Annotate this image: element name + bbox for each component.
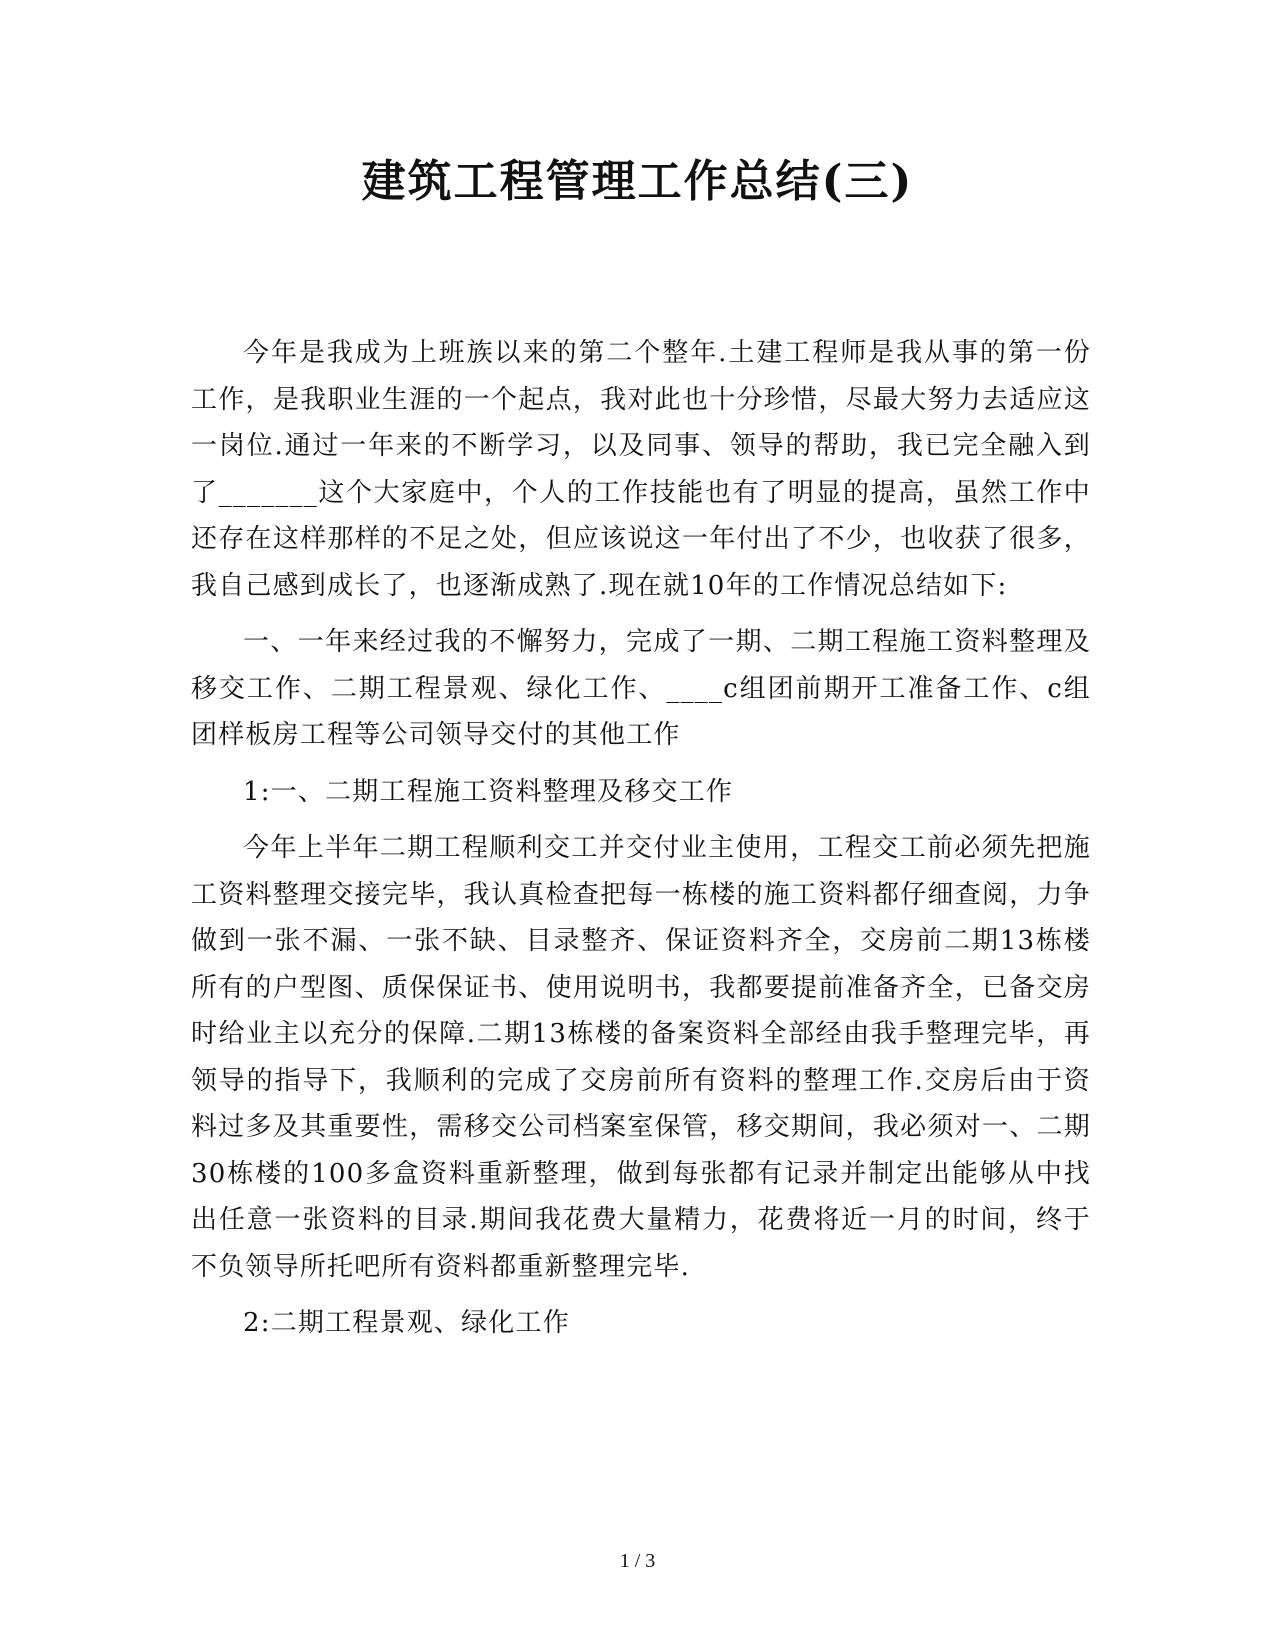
page-number: 1 / 3: [619, 1550, 656, 1572]
paragraph-materials: 今年上半年二期工程顺利交工并交付业主使用，工程交工前必须先把施工资料整理交接完毕，我认真检查把每一栋楼的施工资料都仔细查阅，力争做到一张不漏、一张不缺、目录整齐、保证资料齐全，交房前二期13栋楼所有的户型图、质保保证书、使用说明书，我都要提前准备齐全，已备交房时给业主以充分的保障.二期13栋楼的备案资料全部经由我手整理完毕，再领导的指导下，我顺利的完成了交房前所有资料的整理工作.交房后由于资料过多及其重要性，需移交公司档案室保管，移交期间，我必须对一、二期30栋楼的100多盒资料重新整理，做到每张都有记录并制定出能够从中找出任意一张资料的目录.期间我花费大量精力，花费将近一月的时间，终于不负领导所托吧所有资料都重新整理完毕.: [191, 833, 1091, 1282]
paragraph-section-one: 一、一年来经过我的不懈努力，完成了一期、二期工程施工资料整理及移交工作、二期工程景观、绿化工作、____c组团前期开工准备工作、c组团样板房工程等公司领导交付的其他工作: [191, 627, 1091, 750]
paragraph-intro: 今年是我成为上班族以来的第二个整年.土建工程师是我从事的第一份工作，是我职业生涯的一个起点，我对此也十分珍惜，尽最大努力去适应这一岗位.通过一年来的不断学习，以及同事、领导的帮助，我已完全融入到了_______这个大家庭中，个人的工作技能也有了明显的提高，虽然工作中还存在这样那样的不足之处，但应该说这一年付出了不少，也收获了很多，我自己感到成长了，也逐渐成熟了.现在就10年的工作情况总结如下:: [191, 338, 1091, 601]
paragraph-heading-1: 1:一、二期工程施工资料整理及移交工作: [243, 776, 734, 807]
document-body: [191, 330, 1091, 1357]
page-title: 建筑工程管理工作总结(三): [361, 156, 914, 207]
paragraph-heading-2: 2:二期工程景观、绿化工作: [243, 1308, 570, 1338]
